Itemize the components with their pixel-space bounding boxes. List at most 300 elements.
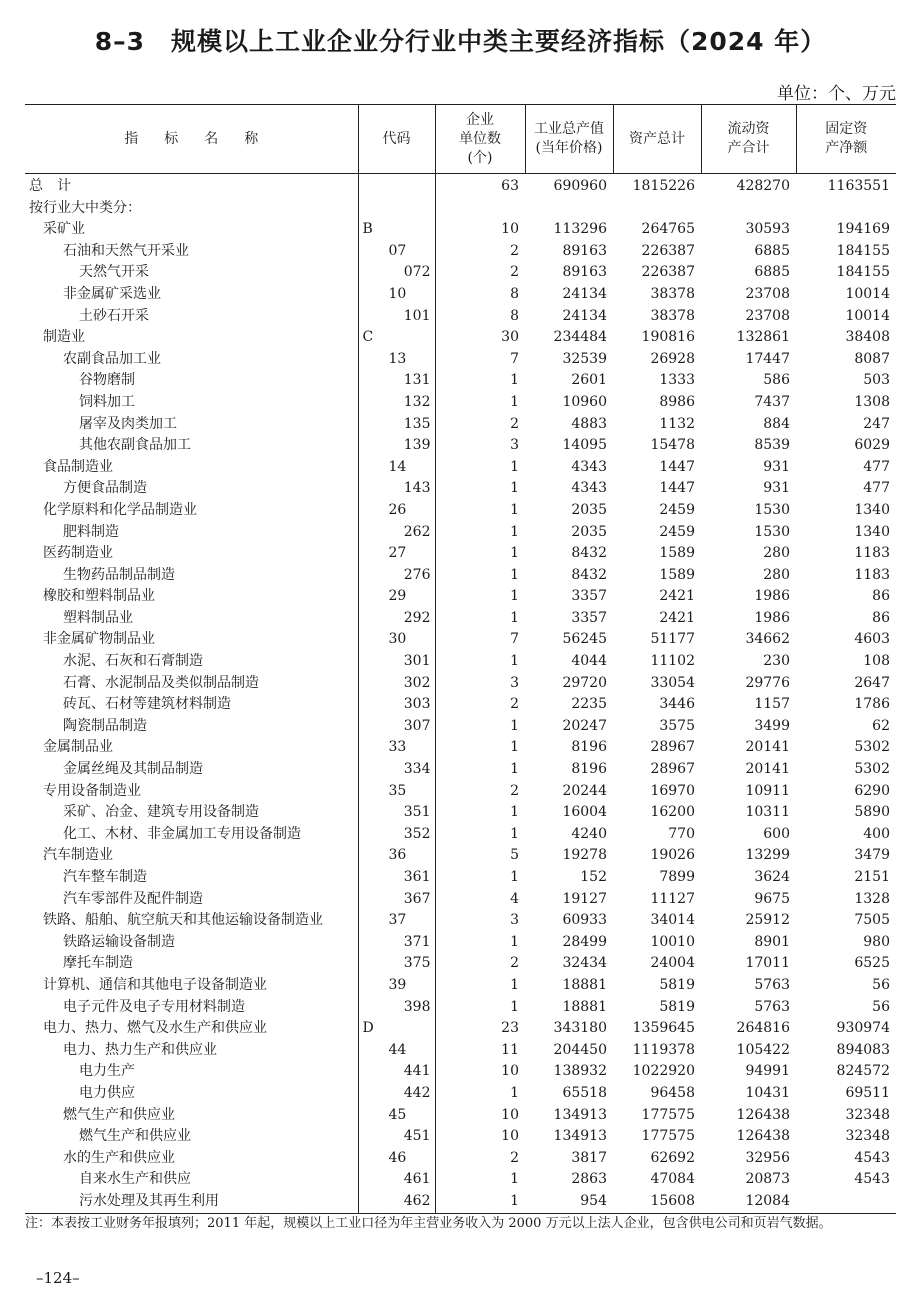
header-output: 工业总产值 (当年价格) [525,105,613,174]
cell-current-assets: 586 [763,372,790,389]
cell-count: 2 [510,782,519,799]
cell-assets: 1119378 [632,1041,695,1058]
cell-fixed-assets: 108 [863,653,890,670]
table-row [25,349,896,371]
cell-output: 65518 [562,1084,607,1101]
table-row [25,565,896,587]
cell-current-assets: 9675 [754,890,790,907]
cell-current-assets: 10431 [745,1084,790,1101]
cell-count: 1 [510,717,519,734]
cell-assets: 11102 [650,653,695,670]
cell-current-assets: 23708 [745,307,790,324]
row-name: 塑料制品业 [63,609,133,626]
cell-count: 1 [435,1191,525,1213]
cell-assets: 2421 [659,588,695,605]
cell-count [435,198,525,220]
cell-current-assets: 32956 [745,1149,790,1166]
cell-count: 1 [510,739,519,756]
table-row [25,737,896,759]
row-code: 307 [358,716,435,738]
cell-output: 8432 [571,545,607,562]
cell-count: 3 [510,912,519,929]
row-name: 生物药品制品制造 [63,566,175,583]
cell-current-assets: 1157 [754,696,790,713]
row-name: 专用设备制造业 [43,782,141,799]
row-name: 按行业大中类分： [29,199,141,216]
cell-output: 204450 [553,1041,607,1058]
cell-current-assets: 8539 [754,437,790,454]
cell-current-assets: 1530 [754,523,790,540]
cell-fixed-assets: 1163551 [827,178,890,194]
cell-output: 2235 [571,696,607,713]
cell-count: 2 [510,696,519,713]
cell-fixed-assets: 86 [872,609,890,626]
table-row [25,889,896,911]
row-code [358,198,435,220]
row-name: 土砂石开采 [79,307,149,324]
row-code: 46 [358,1148,435,1170]
table-row [25,1105,896,1127]
row-code: 135 [358,414,435,436]
row-code: 30 [358,629,435,651]
cell-current-assets: 280 [763,566,790,583]
table-row [25,716,896,738]
row-name: 石膏、水泥制品及类似制品制造 [63,674,259,691]
cell-output: 2035 [571,523,607,540]
cell-current-assets: 126438 [736,1106,790,1123]
cell-fixed-assets: 1340 [854,523,890,540]
cell-assets: 226387 [641,264,695,281]
row-name: 总 计 [29,178,71,194]
table-row [25,174,896,198]
cell-count: 10 [501,221,519,238]
row-name: 非金属矿物制品业 [43,631,155,648]
cell-count: 7 [510,631,519,648]
row-name: 电力生产 [79,1063,135,1080]
row-name: 橡胶和塑料制品业 [43,588,155,605]
cell-assets: 1022920 [632,1063,695,1080]
table-row [25,845,896,867]
cell-current-assets: 94991 [745,1063,790,1080]
table-row [25,1148,896,1170]
row-code: B [358,219,435,241]
cell-count: 1 [510,976,519,993]
table-row [25,759,896,781]
cell-output: 3817 [571,1149,607,1166]
row-name: 采矿、冶金、建筑专用设备制造 [63,804,259,821]
row-name: 计算机、通信和其他电子设备制造业 [43,976,267,993]
cell-output: 32539 [562,350,607,367]
cell-current-assets [701,198,796,220]
cell-output: 343180 [553,1020,607,1037]
cell-output: 20244 [562,782,607,799]
cell-fixed-assets: 1786 [854,696,890,713]
table-row [25,586,896,608]
cell-fixed-assets: 69511 [845,1084,890,1101]
table-row [25,932,896,954]
cell-fixed-assets [796,198,896,220]
row-name: 肥料制造 [63,523,119,540]
cell-assets: 33054 [650,674,695,691]
cell-fixed-assets: 477 [863,458,890,475]
cell-count: 3 [510,437,519,454]
row-name: 汽车制造业 [43,847,113,864]
table-row [25,478,896,500]
header-code: 代码 [358,105,435,174]
table-row [25,327,896,349]
row-code: 302 [358,673,435,695]
row-code: 131 [358,370,435,392]
cell-count: 1 [510,933,519,950]
cell-fixed-assets: 477 [863,480,890,497]
cell-output: 56245 [562,631,607,648]
row-name: 自来水生产和供应 [79,1171,191,1188]
row-code: 45 [358,1105,435,1127]
row-code: 352 [358,824,435,846]
cell-count: 7 [510,350,519,367]
cell-fixed-assets: 10014 [845,307,890,324]
cell-assets: 770 [668,825,695,842]
table-row [25,1018,896,1040]
cell-assets: 19026 [650,847,695,864]
cell-assets: 15478 [650,437,695,454]
cell-assets: 1132 [659,415,695,432]
row-name: 污水处理及其再生利用 [25,1191,358,1213]
cell-current-assets: 20141 [745,761,790,778]
cell-output: 134913 [553,1128,607,1145]
row-name: 石油和天然气开采业 [63,242,189,259]
row-name: 燃气生产和供应业 [63,1106,175,1123]
cell-count: 2 [510,1149,519,1166]
row-code: 072 [358,262,435,284]
table-row [25,370,896,392]
row-code: 451 [358,1126,435,1148]
cell-assets: 16200 [650,804,695,821]
table-row [25,975,896,997]
row-name: 农副食品加工业 [63,350,161,367]
cell-assets: 177575 [641,1128,695,1145]
cell-output: 2035 [571,501,607,518]
cell-current-assets: 264816 [736,1020,790,1037]
row-name: 食品制造业 [43,458,113,475]
row-code: 139 [358,435,435,457]
row-code: 334 [358,759,435,781]
cell-current-assets: 20873 [745,1171,790,1188]
row-name: 水的生产和供应业 [63,1149,175,1166]
row-code: 27 [358,543,435,565]
cell-assets: 3446 [659,696,695,713]
cell-fixed-assets: 56 [872,976,890,993]
cell-fixed-assets: 980 [863,933,890,950]
row-name: 金属制品业 [43,739,113,756]
cell-output: 134913 [553,1106,607,1123]
cell-fixed-assets: 4543 [854,1171,890,1188]
cell-output: 10960 [562,393,607,410]
table-row [25,1083,896,1105]
table-row [25,694,896,716]
row-name: 方便食品制造 [63,480,147,497]
table-row [25,997,896,1019]
cell-current-assets: 12084 [701,1191,796,1213]
cell-current-assets: 280 [763,545,790,562]
row-code: 29 [358,586,435,608]
cell-count: 1 [510,869,519,885]
cell-fixed-assets: 400 [863,825,890,842]
table-row [25,673,896,695]
cell-assets: 3575 [659,717,695,734]
cell-output: 20247 [562,717,607,734]
cell-current-assets: 20141 [745,739,790,756]
cell-assets [613,198,701,220]
cell-current-assets: 13299 [745,847,790,864]
cell-output: 29720 [562,674,607,691]
header-name: 指标名称 [25,105,358,174]
cell-current-assets: 10911 [745,782,790,799]
cell-output: 24134 [562,285,607,302]
cell-count: 1 [510,998,519,1015]
cell-count: 3 [510,674,519,691]
header-fixed-assets: 固定资 产净额 [796,105,896,174]
cell-output: 8196 [571,739,607,756]
cell-fixed-assets: 184155 [836,242,890,259]
row-name: 电力供应 [79,1084,135,1101]
cell-current-assets: 6885 [754,242,790,259]
cell-assets: 2459 [659,501,695,518]
cell-current-assets: 1530 [754,501,790,518]
cell-assets: 38378 [650,285,695,302]
cell-output: 89163 [562,264,607,281]
row-code: 462 [358,1191,435,1213]
cell-count: 1 [510,566,519,583]
row-name: 其他农副食品加工 [79,437,191,454]
row-code: 13 [358,349,435,371]
row-name: 铁路运输设备制造 [63,933,175,950]
row-code: 398 [358,997,435,1019]
cell-fixed-assets: 62 [872,717,890,734]
cell-fixed-assets: 1340 [854,501,890,518]
header-current-assets: 流动资 产合计 [701,105,796,174]
cell-current-assets: 600 [763,825,790,842]
table-row [25,1061,896,1083]
row-name: 天然气开采 [79,264,149,281]
cell-count: 1 [510,393,519,410]
cell-assets: 28967 [650,761,695,778]
cell-assets: 96458 [650,1084,695,1101]
cell-fixed-assets: 4603 [854,631,890,648]
cell-current-assets: 29776 [745,674,790,691]
cell-fixed-assets: 184155 [836,264,890,281]
cell-output: 32434 [562,955,607,972]
cell-assets: 47084 [650,1171,695,1188]
row-name: 燃气生产和供应业 [79,1128,191,1145]
cell-fixed-assets: 247 [863,415,890,432]
cell-current-assets: 34662 [745,631,790,648]
cell-current-assets: 132861 [736,329,790,346]
cell-current-assets: 6885 [754,264,790,281]
cell-fixed-assets: 32348 [845,1128,890,1145]
cell-fixed-assets: 5890 [854,804,890,821]
cell-current-assets: 931 [763,480,790,497]
cell-count: 10 [501,1128,519,1145]
cell-current-assets: 3499 [754,717,790,734]
row-name: 汽车整车制造 [63,869,147,885]
cell-fixed-assets: 10014 [845,285,890,302]
cell-fixed-assets: 6029 [854,437,890,454]
cell-fixed-assets: 5302 [854,761,890,778]
cell-current-assets: 8901 [754,933,790,950]
cell-fixed-assets: 3479 [854,847,890,864]
cell-current-assets: 23708 [745,285,790,302]
cell-output: 2601 [571,372,607,389]
cell-count: 4 [510,890,519,907]
row-code: 441 [358,1061,435,1083]
cell-output: 113296 [553,221,607,238]
table-row [25,1040,896,1062]
cell-output: 2863 [571,1171,607,1188]
cell-output: 18881 [562,976,607,993]
cell-assets: 226387 [641,242,695,259]
row-code: 371 [358,932,435,954]
cell-fixed-assets: 5302 [854,739,890,756]
data-table [25,104,896,1214]
row-code: 36 [358,845,435,867]
cell-output: 89163 [562,242,607,259]
table-row [25,457,896,479]
cell-output: 60933 [562,912,607,929]
cell-output: 8432 [571,566,607,583]
row-code: 14 [358,457,435,479]
cell-current-assets: 1986 [754,588,790,605]
cell-fixed-assets: 32348 [845,1106,890,1123]
cell-fixed-assets: 894083 [836,1041,890,1058]
cell-count: 63 [501,178,519,194]
table-row [25,414,896,436]
row-code: 10 [358,284,435,306]
row-name: 制造业 [43,329,85,346]
header-assets: 资产总计 [613,105,701,174]
cell-count: 2 [510,955,519,972]
cell-assets: 2421 [659,609,695,626]
row-code: 132 [358,392,435,414]
cell-count: 11 [501,1041,519,1058]
cell-count: 1 [510,653,519,670]
cell-count: 1 [510,501,519,518]
cell-output: 3357 [571,609,607,626]
cell-assets: 1815226 [632,178,695,194]
row-name: 化工、木材、非金属加工专用设备制造 [63,825,301,842]
cell-fixed-assets: 1183 [854,545,890,562]
row-name: 水泥、石灰和石膏制造 [63,653,203,670]
table-row [25,651,896,673]
cell-current-assets: 3624 [754,869,790,885]
cell-output: 954 [525,1191,613,1213]
row-name: 采矿业 [43,221,85,238]
row-code: 303 [358,694,435,716]
cell-count: 1 [510,1171,519,1188]
row-code: 44 [358,1040,435,1062]
row-code: C [358,327,435,349]
cell-current-assets: 1986 [754,609,790,626]
cell-assets: 1589 [659,545,695,562]
cell-current-assets: 25912 [745,912,790,929]
table-row [25,1191,896,1213]
cell-current-assets: 884 [763,415,790,432]
row-code: 361 [358,867,435,889]
cell-fixed-assets: 6525 [854,955,890,972]
cell-fixed-assets: 194169 [836,221,890,238]
cell-assets: 190816 [641,329,695,346]
cell-output: 8196 [571,761,607,778]
cell-output: 152 [580,869,607,885]
cell-count: 1 [510,1084,519,1101]
table-row [25,543,896,565]
row-code: 442 [358,1083,435,1105]
cell-assets: 7899 [659,869,695,885]
row-name: 化学原料和化学品制造业 [43,501,197,518]
cell-count: 1 [510,523,519,540]
row-code: 301 [358,651,435,673]
row-name: 屠宰及肉类加工 [79,415,177,432]
table-row [25,241,896,263]
cell-count: 1 [510,825,519,842]
cell-count: 10 [501,1106,519,1123]
page-title: 8–3 规模以上工业企业分行业中类主要经济指标（2024 年） [94,27,827,56]
cell-current-assets: 17447 [745,350,790,367]
table-row [25,608,896,630]
row-code: 33 [358,737,435,759]
row-name: 医药制造业 [43,545,113,562]
cell-current-assets: 30593 [745,221,790,238]
cell-output: 4240 [571,825,607,842]
cell-current-assets: 7437 [754,393,790,410]
cell-assets: 1589 [659,566,695,583]
cell-assets: 5819 [659,976,695,993]
row-code: 262 [358,522,435,544]
cell-current-assets: 10311 [745,804,790,821]
cell-output: 234484 [553,329,607,346]
cell-current-assets: 5763 [754,998,790,1015]
cell-output: 19127 [562,890,607,907]
cell-fixed-assets: 1308 [854,393,890,410]
cell-output: 19278 [562,847,607,864]
cell-output: 18881 [562,998,607,1015]
cell-count: 2 [510,242,519,259]
cell-count: 8 [510,285,519,302]
cell-assets: 28967 [650,739,695,756]
cell-count: 1 [510,545,519,562]
table-row [25,1169,896,1191]
cell-count: 1 [510,609,519,626]
cell-assets: 26928 [650,350,695,367]
row-name: 铁路、船舶、航空航天和其他运输设备制造业 [43,912,323,929]
cell-count: 30 [501,329,519,346]
table-row [25,198,896,220]
cell-fixed-assets: 2151 [854,869,890,885]
row-code: 143 [358,478,435,500]
table-row [25,262,896,284]
row-name: 摩托车制造 [63,955,133,972]
unit-label: 单位：个、万元 [777,84,896,104]
table-row [25,500,896,522]
cell-current-assets: 17011 [745,955,790,972]
row-name: 电力、热力生产和供应业 [63,1041,217,1058]
row-name: 非金属矿采选业 [63,285,161,302]
cell-fixed-assets: 7505 [854,912,890,929]
row-name: 金属丝绳及其制品制造 [63,761,203,778]
cell-current-assets: 126438 [736,1128,790,1145]
row-code: 26 [358,500,435,522]
table-row [25,781,896,803]
